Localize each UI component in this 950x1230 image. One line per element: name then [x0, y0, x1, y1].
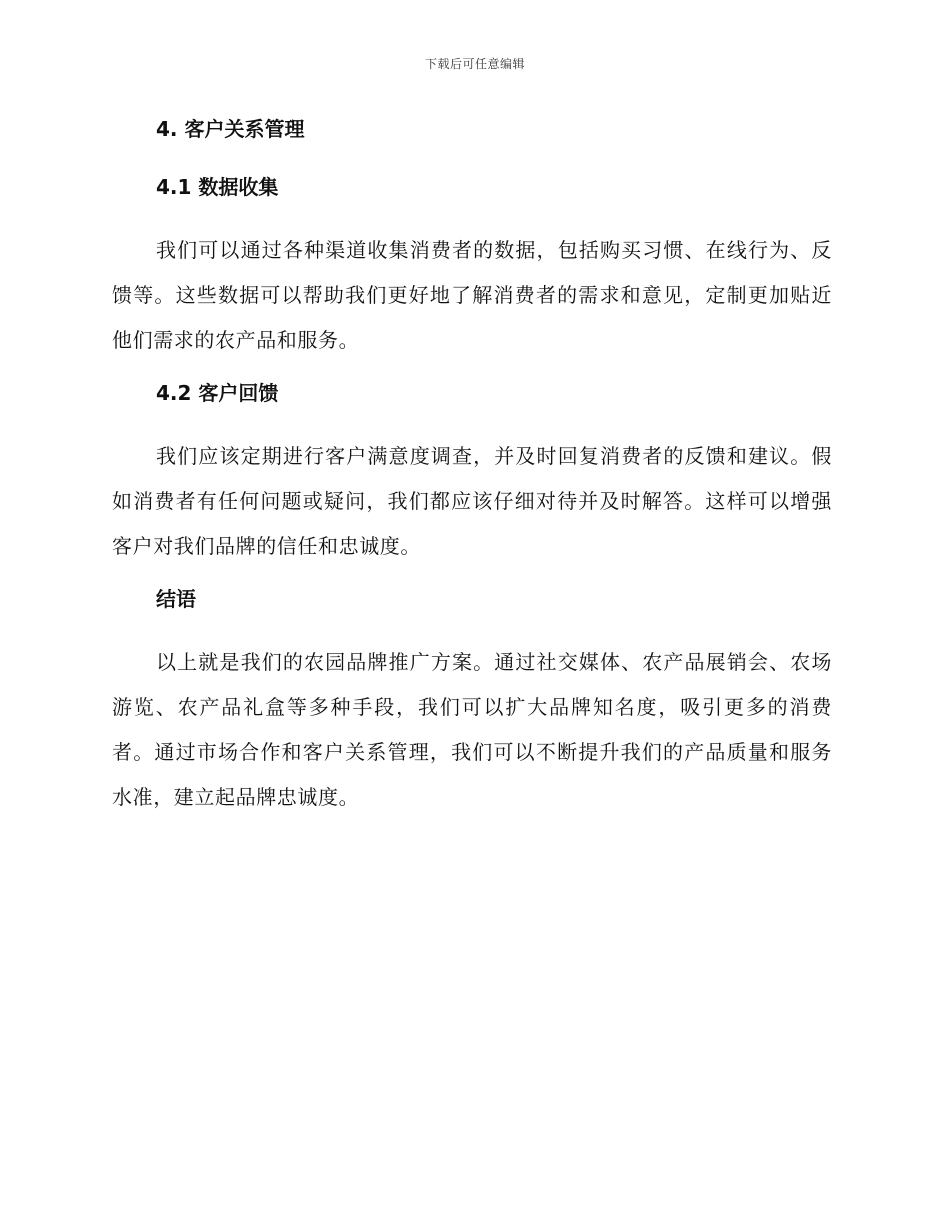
section-4-1-paragraph: 我们可以通过各种渠道收集消费者的数据，包括购买习惯、在线行为、反馈等。这些数据可以帮助我们更好地了解消费者的需求和意见，定制更加贴近他们需求的农产品和服务。 — [112, 238, 832, 352]
page-header-note: 下载后可任意编辑 — [424, 57, 525, 71]
conclusion-heading: 结语 — [156, 587, 196, 611]
section-4-heading: 4. 客户关系管理 — [156, 117, 305, 141]
section-4-2-paragraph: 我们应该定期进行客户满意度调查，并及时回复消费者的反馈和建议。假如消费者有任何问题或疑问，我们都应该仔细对待并及时解答。这样可以增强客户对我们品牌的信任和忠诚度。 — [112, 444, 832, 558]
section-4-1-heading: 4.1 数据收集 — [156, 175, 279, 199]
document-body — [112, 112, 832, 833]
conclusion-paragraph: 以上就是我们的农园品牌推广方案。通过社交媒体、农产品展销会、农场游览、农产品礼盒等多种手段，我们可以扩大品牌知名度，吸引更多的消费者。通过市场合作和客户关系管理，我们可以不断提升我们的产品质量和服务水准，建立起品牌忠诚度。 — [112, 650, 832, 809]
section-4-2-heading: 4.2 客户回馈 — [156, 381, 279, 405]
